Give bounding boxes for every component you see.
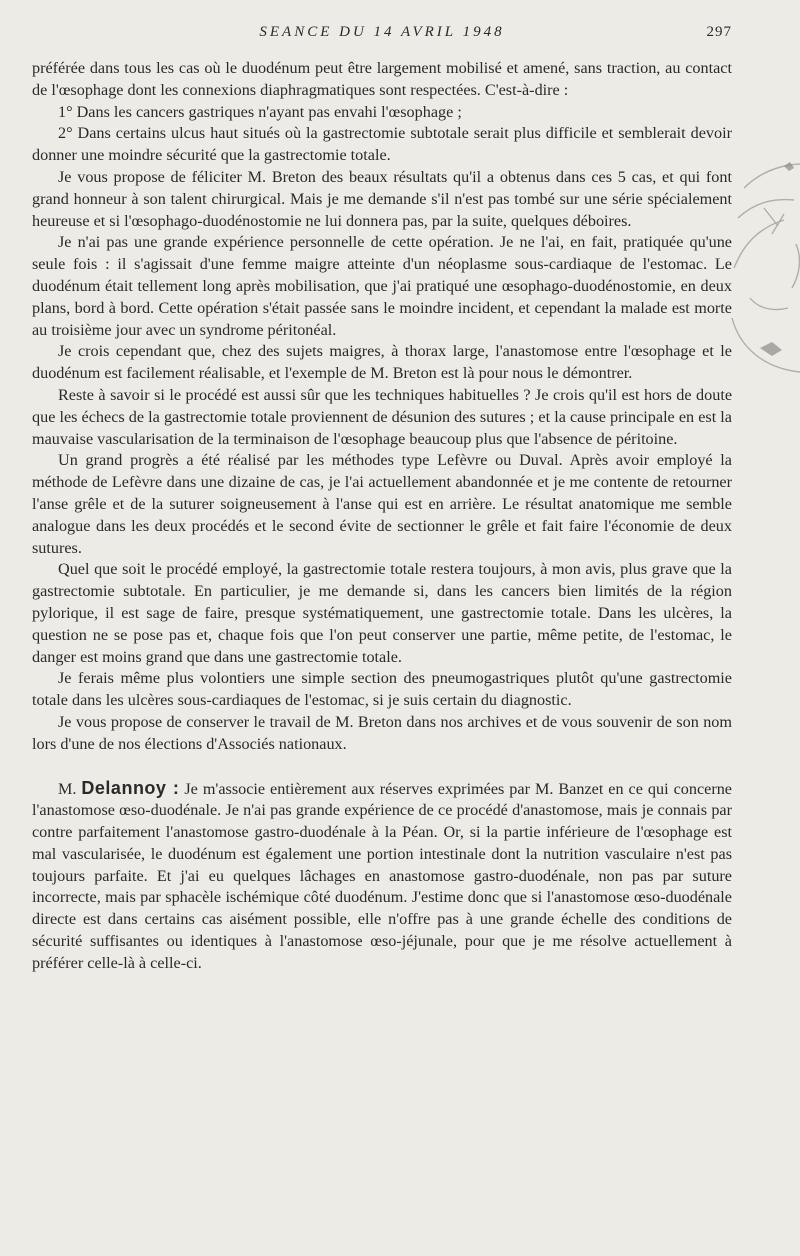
- paragraph: Je n'ai pas une grande expérience personnelle de cette opération. Je ne l'ai, en fait, pratiquée qu'une seule fois : il s'agissait d'une femme maigre atteinte d'un néoplasme sous-cardiaque de l'estomac. Le duodénum était tellement long après mobilisation, que j'ai pratiqué une œsophago-duodénostomie, en deux plans, bord à bord. Cette opération s'était passée sans le moindre incident, et cependant la malade est morte au troisième jour avec un syndrome péritonéal.: [32, 233, 732, 339]
- paragraph: Je crois cependant que, chez des sujets maigres, à thorax large, l'anastomose entre l'œsophage et le duodénum est facilement réalisable, et l'exemple de M. Breton est là pour nous le démontrer.: [32, 342, 732, 383]
- paragraph: Reste à savoir si le procédé est aussi sûr que les techniques habituelles ? Je crois qu'il est hors de doute que les échecs de la gastrectomie totale proviennent de désunion des sutures ; et la cause principale en est la mauvaise vascularisation de la terminaison de l'œsophage beaucoup plus que l'absence de péritoine.: [32, 385, 732, 448]
- paragraph: Je vous propose de féliciter M. Breton des beaux résultats qu'il a obtenus dans ces 5 cas, et qui font grand honneur à son talent chirurgical. Mais je me demande s'il n'est pas tombé sur une série spécialement heureuse et si l'œsophago-duodénostomie ne lui donnera pas, par la suite, quelques déboires.: [32, 167, 732, 230]
- delannoy-paragraph: [32, 778, 732, 975]
- paragraph: Quel que soit le procédé employé, la gastrectomie totale restera toujours, à mon avis, plus grave que la gastrectomie subtotale. En particulier, je me demande si, dans les cancers bien limités de la région pylorique, il est sage de faire, presque systématiquement, une gastrectomie totale. Dans les ulcères, la question ne se pose pas et, chaque fois que l'on peut conserver une partie, même petite, de l'estomac, le danger est moins grand que dans une gastrectomie totale.: [32, 560, 732, 666]
- library-stamp-icon: [724, 148, 800, 398]
- article-body: [32, 58, 732, 975]
- page-header: [32, 24, 732, 44]
- paragraph: 2° Dans certains ulcus haut situés où la gastrectomie subtotale serait plus difficile et semblerait devoir donner une moindre sécurité que la gastrectomie totale.: [32, 124, 732, 165]
- speaker-prefix: M.: [58, 779, 82, 798]
- page-number: 297: [706, 24, 732, 40]
- speaker-name: Delannoy :: [81, 777, 180, 798]
- paragraph: Un grand progrès a été réalisé par les méthodes type Lefèvre ou Duval. Après avoir employé la méthode de Lefèvre dans une dizaine de cas, je l'ai actuellement abandonnée et je me contente de retourner l'anse grêle et de la suturer soigneusement à l'anse qui est en arrière. Le résultat anatomique me semble analogue dans les deux procédés et le second évite de sectionner le grêle et fait faire l'économie de deux sutures.: [32, 451, 732, 557]
- paragraph: Je vous propose de conserver le travail de M. Breton dans nos archives et de vous souvenir de son nom lors d'une de nos élections d'Associés nationaux.: [32, 712, 732, 753]
- speaker-text: Je m'associe entièrement aux réserves exprimées par M. Banzet en ce qui concerne l'anastomose œso-duodénale. Je n'ai pas grande expérience de ce procédé d'anastomose, mais je connais par contre parfaitement l'anastomose gastro-duodénale à la Péan. Or, si la partie inférieure de l'œsophage est mal vascularisée, le duodénum est également une portion intestinale dont la nutrition vasculaire n'est pas toujours parfaite. Et j'ai eu quelques lâchages en anastomose gastro-duodénale, non pas par suture incorrecte, mais par sphacèle ischémique côté duodénum. J'estime donc que si l'anastomose œso-duodénale directe est dans certains cas aisément possible, elle n'offre pas à une grande échelle des conditions de sécurité suffisantes ou identiques à l'anastomose œso-jéjunale, pour que je me résolve actuellement à préférer celle-là à celle-ci.: [32, 779, 732, 972]
- running-title: SEANCE DU 14 AVRIL 1948: [259, 24, 505, 40]
- paragraph: Je ferais même plus volontiers une simple section des pneumogastriques plutôt qu'une gastrectomie totale dans les ulcères sous-cardiaques de l'estomac, si je suis certain du diagnostic.: [32, 669, 732, 710]
- paragraph: 1° Dans les cancers gastriques n'ayant pas envahi l'œsophage ;: [58, 102, 462, 121]
- paragraph: préférée dans tous les cas où le duodénum peut être largement mobilisé et amené, sans traction, au contact de l'œsophage dont les connexions diaphragmatiques sont respectées. C'est-à-dire :: [32, 59, 732, 99]
